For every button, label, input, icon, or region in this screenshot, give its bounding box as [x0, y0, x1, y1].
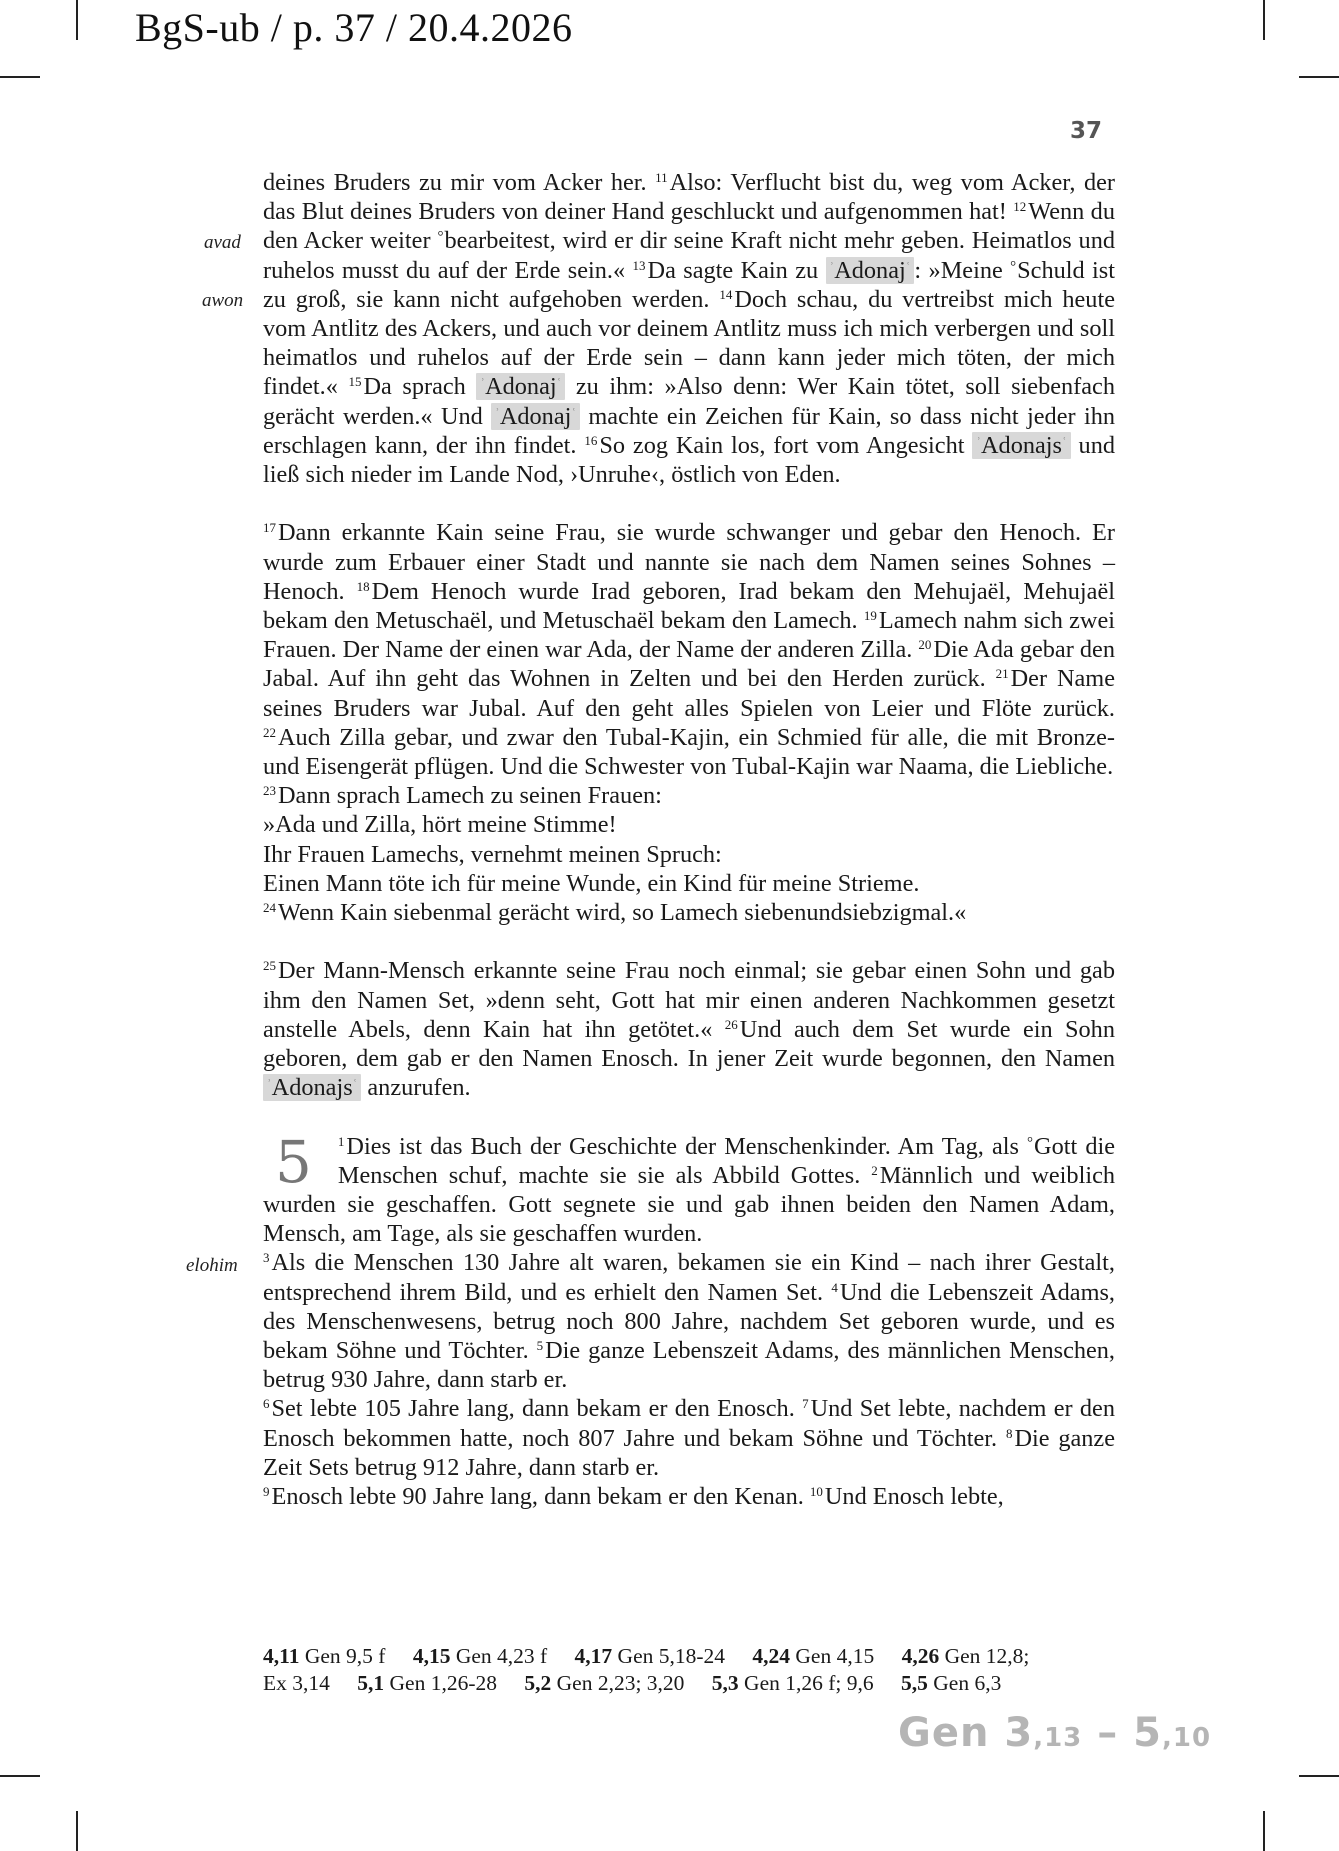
- paragraph-3: $^{25}$Der Mann-Mensch erkannte seine Frau noch einmal; sie gebar einen Sohn und gab ihm den Namen Set, »denn seht, Gott hat mir einen anderen Nachkommen gesetzt anstelle Abels, denn Kain hat ihn getötet.« $^{26}$Und auch dem Set wurde ein Sohn geboren, dem gab er den Namen Enosch. In jener Zeit wurde begonnen, den Namen $^ʾ$Adonajs$^ʿ$ anzurufen.: [263, 957, 1115, 1102]
- cross-reference: 4,17 Gen 5,18-24: [574, 1644, 726, 1668]
- divine-name: $^ʾ$Adonaj$^ʿ$: [491, 403, 580, 430]
- poem-line: Einen Mann töte ich für meine Wunde, ein Kind für meine Strieme.: [263, 869, 920, 897]
- verse-number: 10: [809, 1484, 823, 1500]
- divine-name: $^ʾ$Adonaj$^ʿ$: [826, 257, 915, 284]
- cross-reference-line: [263, 1643, 1123, 1670]
- running-foot-from-chapter: 3: [1004, 1710, 1034, 1756]
- verse-number: 12: [1013, 199, 1027, 215]
- cross-reference: Ex 3,14: [263, 1671, 330, 1695]
- verse-number: 17: [263, 520, 276, 536]
- verse-number: 14: [719, 286, 733, 302]
- crop-mark-bottom-right: [1263, 1811, 1265, 1851]
- verse-number: 9: [263, 1484, 270, 1500]
- verse-number: 22: [263, 724, 276, 740]
- proof-header: BgS-ub / p. 37 / 20.4.2026: [135, 5, 573, 50]
- crop-mark-top-left: [76, 0, 78, 40]
- verse-number: 13: [632, 257, 646, 273]
- poem-line: »Ada und Zilla, hört meine Stimme!: [263, 811, 617, 839]
- poem-line: $^{24}$Wenn Kain siebenmal gerächt wird, so Lamech siebenundsiebzigmal.«: [263, 899, 967, 927]
- divine-name: $^ʾ$Adonajs$^ʿ$: [972, 432, 1070, 459]
- verse-number: 19: [863, 608, 877, 624]
- verse-number: 24: [263, 900, 276, 916]
- paragraph-chapter-5-d: $^9$Enosch lebte 90 Jahre lang, dann bekam er den Kenan. $^{10}$Und Enosch lebte,: [263, 1483, 1004, 1511]
- cross-reference: 4,15 Gen 4,23 f: [412, 1644, 548, 1668]
- verse-number: 21: [995, 666, 1009, 682]
- margin-note-avad: avad: [204, 232, 241, 253]
- crop-mark-top-right: [1263, 0, 1265, 40]
- divine-name: $^ʾ$Adonajs$^ʿ$: [263, 1074, 361, 1101]
- crop-mark-right-top: [1299, 76, 1339, 78]
- running-foot-dash: –: [1082, 1710, 1134, 1756]
- crop-mark-bottom-left: [76, 1811, 78, 1851]
- paragraph-chapter-5-b: $^3$Als die Menschen 130 Jahre alt waren, bekamen sie ein Kind – nach ihrer Gestalt, entsprechend ihrem Bild, und es erhielt den Namen Set. $^4$Und die Lebenszeit Adams, des Menschenwesens, betrug noch 800 Jahre, nachdem Set geboren wurde, und es bekam Söhne und Töchter. $^5$Die ganze Lebenszeit Adams, des männlichen Menschen, betrug 930 Jahre, dann starb er.: [263, 1249, 1116, 1394]
- body-text: [263, 168, 1115, 1511]
- verse-number: 16: [584, 432, 598, 448]
- running-foot-to-chapter: 5: [1133, 1710, 1162, 1756]
- verse-number: 4: [831, 1279, 838, 1295]
- cross-reference: 5,2 Gen 2,23; 3,20: [524, 1671, 685, 1695]
- cross-reference: 4,24 Gen 4,15: [752, 1644, 875, 1668]
- crop-mark-left-top: [0, 76, 40, 78]
- cross-reference: 5,1 Gen 1,26-28: [357, 1671, 497, 1695]
- running-foot-from-verse: ,13: [1033, 1723, 1083, 1753]
- verse-number: 23: [263, 783, 276, 799]
- verse-number: 11: [655, 170, 668, 185]
- crop-mark-right-bottom: [1299, 1775, 1339, 1777]
- poem-line: Ihr Frauen Lamechs, vernehmt meinen Spruch:: [263, 840, 722, 868]
- divine-name: $^ʾ$Adonaj$^ʿ$: [476, 373, 565, 400]
- verse-number: 15: [348, 374, 362, 390]
- verse-number: 25: [263, 958, 276, 974]
- poem-line: $^{23}$Dann sprach Lamech zu seinen Frauen:: [263, 782, 662, 810]
- cross-reference: 4,26 Gen 12,8;: [901, 1644, 1030, 1668]
- verse-number: 26: [724, 1016, 738, 1032]
- verse-number: 18: [356, 578, 370, 594]
- paragraph-2: $^{17}$Dann erkannte Kain seine Frau, sie wurde schwanger und gebar den Henoch. Er wurde zum Erbauer einer Stadt und nannte sie nach dem Namen seines Sohnes – Henoch. $^{18}$Dem Henoch wurde Irad geboren, Irad bekam den Mehujaël, Mehujaël bekam den Metuschaël, und Metuschaël bekam den Lamech. $^{19}$Lamech nahm sich zwei Frauen. Der Name der einen war Ada, der Name der anderen Zilla. $^{20}$Die Ada gebar den Jabal. Auf ihn geht das Wohnen in Zelten und bei den Herden zurück. $^{21}$Der Name seines Bruders war Jubal. Auf den geht alles Spielen von Leier und Flöte zurück. $^{22}$Auch Zilla gebar, und zwar den Tubal-Kajin, ein Schmied für alle, die mit Bronze- und Eisengerät pflügen. Und die Schwester von Tubal-Kajin war Naama, die Liebliche.: [263, 519, 1116, 781]
- verse-number: 6: [263, 1396, 270, 1412]
- cross-reference: 4,11 Gen 9,5 f: [263, 1644, 386, 1668]
- crop-mark-left-bottom: [0, 1775, 40, 1777]
- running-foot-to-verse: ,10: [1161, 1723, 1212, 1753]
- cross-reference: 5,5 Gen 6,3: [901, 1671, 1002, 1695]
- verse-number: 2: [871, 1162, 878, 1178]
- verse-number: 3: [263, 1250, 270, 1266]
- paragraph-chapter-5: 5 $^1$Dies ist das Buch der Geschichte der Menschenkinder. Am Tag, als °Gott die Menschen schuf, machte sie sie als Abbild Gottes. $^2$Männlich und weiblich wurden sie geschaffen. Gott segnete sie und gab ihnen beiden den Namen Adam, Mensch, am Tage, als sie geschaffen wurden.: [263, 1127, 1116, 1248]
- running-foot: [898, 1710, 1211, 1756]
- verse-number: 8: [1005, 1425, 1013, 1441]
- margin-note-elohim: elohim: [186, 1255, 238, 1276]
- verse-number: 20: [918, 637, 932, 653]
- cross-reference: 5,3 Gen 1,26 f; 9,6: [711, 1671, 874, 1695]
- paragraph-1: deines Bruders zu mir vom Acker her. $^{11}$Also: Verflucht bist du, weg vom Acker, der das Blut deines Bruders von deiner Hand geschluckt und aufgenommen hat! $^{12}$Wenn du den Acker weiter °bearbeitest, wird er dir seine Kraft nicht mehr geben. Heimatlos und ruhelos musst du auf der Erde sein.« $^{13}$Da sagte Kain zu $^ʾ$Adonaj$^ʿ$ : »Meine °Schuld ist zu groß, sie kann nicht aufgehoben werden. $^{14}$Doch schau, du vertreibst mich heute vom Antlitz des Ackers, und auch vor deinem Antlitz muss ich mich verbergen und soll heimatlos und ruhelos auf der Erde sein – dann kann jeder mich töten, der mich findet.« $^{15}$Da sprach $^ʾ$Adonaj$^ʿ$ zu ihm: »Also denn: Wer Kain tötet, soll siebenfach gerächt werden.« Und $^ʾ$Adonaj$^ʿ$ machte ein Zeichen für Kain, so dass nicht jeder ihn erschlagen kann, der ihn findet. $^{16}$So zog Kain los, fort vom Angesicht $^ʾ$Adonajs$^ʿ$ und ließ sich nieder im Lande Nod, ›Unruhe‹, östlich von Eden.: [263, 169, 1116, 489]
- running-foot-book: Gen: [898, 1710, 990, 1756]
- cross-reference-line: [263, 1670, 1123, 1697]
- page-number: 37: [1070, 118, 1103, 144]
- cross-references: [263, 1643, 1123, 1697]
- chapter-number: 5: [275, 1127, 312, 1196]
- verse-number: 5: [536, 1338, 544, 1354]
- margin-note-awon: awon: [202, 290, 244, 311]
- verse-number: 1: [337, 1133, 345, 1149]
- paragraph-chapter-5-c: $^6$Set lebte 105 Jahre lang, dann bekam er den Enosch. $^7$Und Set lebte, nachdem er den Enosch bekommen hatte, noch 807 Jahre und bekam Söhne und Töchter. $^8$Die ganze Zeit Sets betrug 912 Jahre, dann starb er.: [263, 1395, 1115, 1481]
- verse-number: 7: [802, 1396, 809, 1412]
